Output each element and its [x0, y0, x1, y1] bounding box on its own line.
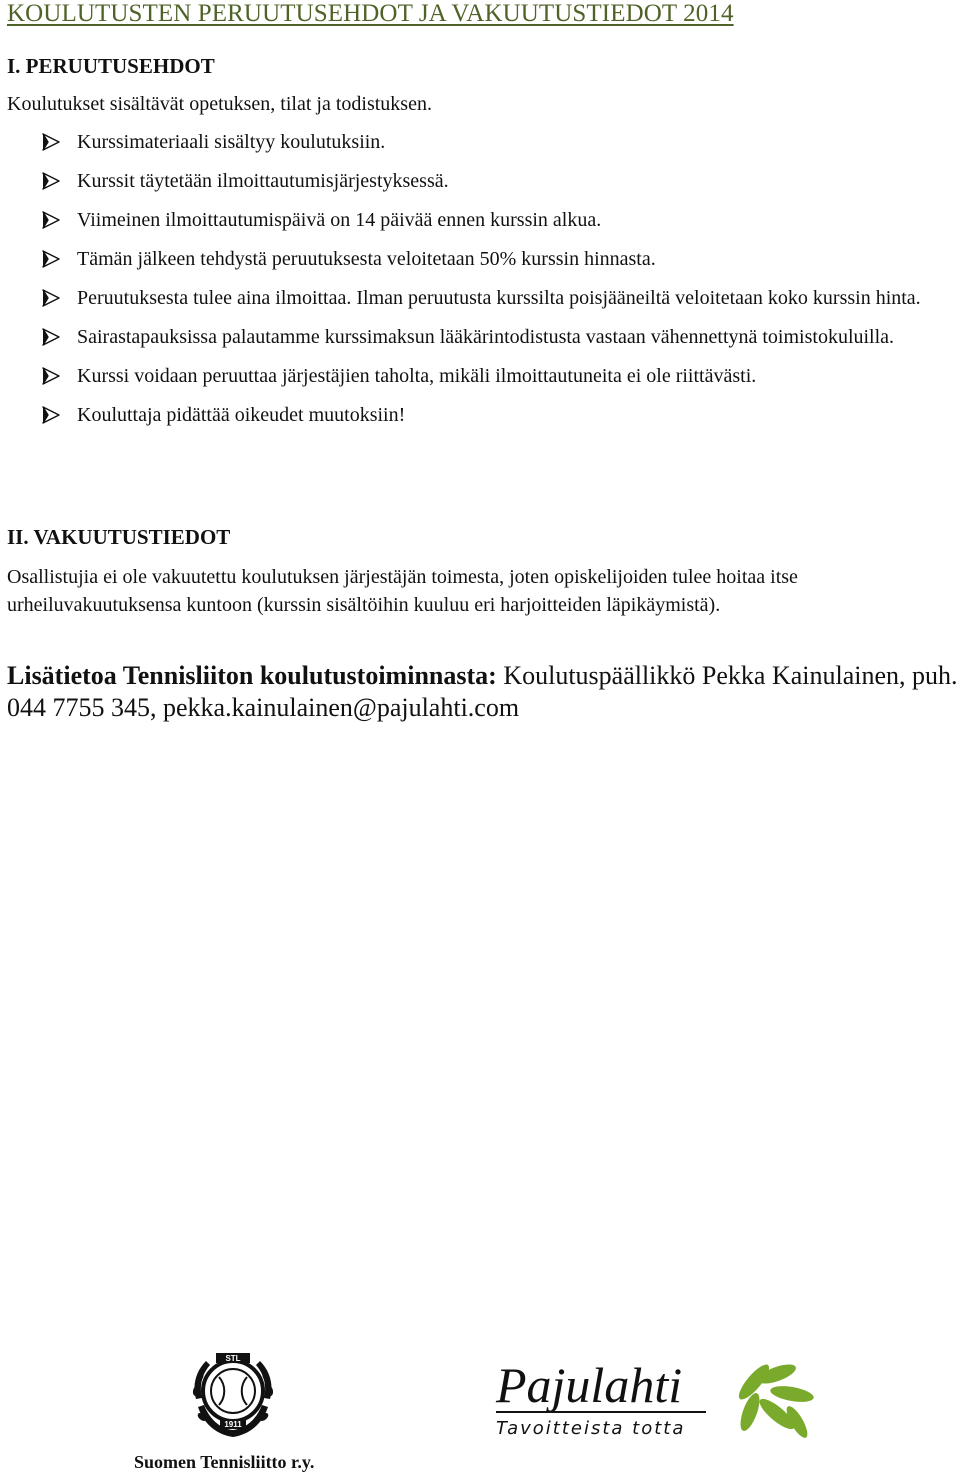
- section-intro: Koulutukset sisältävät opetuksen, tilat ja todistuksen.: [7, 93, 432, 115]
- arrowhead-bullet-icon: [41, 249, 61, 269]
- organization-name: Suomen Tennisliitto r.y.: [134, 1452, 315, 1472]
- list-item: [0, 245, 947, 273]
- arrowhead-bullet-icon: [41, 171, 61, 191]
- list-item: [0, 284, 947, 312]
- list-item: [0, 167, 947, 195]
- list-item-text: Kurssit täytetään ilmoittautumisjärjestyksessä.: [77, 170, 449, 192]
- contact-lead: Lisätietoa Tennisliiton koulutustoiminnasta:: [7, 661, 497, 690]
- svg-text:Pajulahti: Pajulahti: [496, 1357, 683, 1413]
- insurance-text: Osallistujia ei ole vakuutettu koulutuksen järjestäjän toimesta, joten opiskelijoiden tulee hoitaa itse urheiluvakuutuksensa kuntoon (kurssin sisältöihin kuuluu eri harjoitteiden läpikäymistä).: [7, 566, 798, 616]
- list-item-text: Kurssimateriaali sisältyy koulutuksiin.: [77, 131, 386, 153]
- cancellation-terms-list: [0, 128, 960, 429]
- list-item-text: Tämän jälkeen tehdystä peruutuksesta veloitetaan 50% kurssin hinnasta.: [77, 248, 656, 270]
- svg-text:Tavoitteista totta: Tavoitteista totta: [496, 1418, 686, 1439]
- arrowhead-bullet-icon: [41, 327, 61, 347]
- svg-text:1911: 1911: [224, 1420, 242, 1429]
- list-item-text: Sairastapauksissa palautamme kurssimaksun lääkärintodistusta vastaan vähennettynä toimistokuluilla.: [77, 326, 895, 348]
- list-item-text: Viimeinen ilmoittautumispäivä on 14 päivää ennen kurssin alkua.: [77, 209, 602, 231]
- contact-info: [7, 660, 960, 724]
- contact-details: Koulutuspäällikkö Pekka Kainulainen, puh. 044 7755 345, pekka.kainulainen@pajulahti.com: [7, 661, 958, 722]
- list-item: [0, 401, 947, 429]
- pajulahti-logo: [492, 1352, 822, 1442]
- svg-text:STL: STL: [225, 1354, 241, 1363]
- list-item-text: Kouluttaja pidättää oikeudet muutoksiin!: [77, 404, 406, 426]
- list-item-text: Peruutuksesta tulee aina ilmoittaa. Ilman peruutusta kurssilta poisjääneiltä veloitetaan koko kurssin hinta.: [77, 287, 921, 309]
- arrowhead-bullet-icon: [41, 132, 61, 152]
- list-item: [0, 323, 947, 351]
- list-item: [0, 206, 947, 234]
- list-item: [0, 128, 947, 156]
- list-item-text: Kurssi voidaan peruuttaa järjestäjien taholta, mikäli ilmoittautuneita ei ole riittävästi.: [77, 365, 757, 387]
- arrowhead-bullet-icon: [41, 366, 61, 386]
- arrowhead-bullet-icon: [41, 210, 61, 230]
- arrowhead-bullet-icon: [41, 405, 61, 425]
- tennis-federation-logo: [188, 1347, 278, 1443]
- section-heading-vakuutustiedot: II. VAKUUTUSTIEDOT: [7, 525, 231, 549]
- arrowhead-bullet-icon: [41, 288, 61, 308]
- document-title: KOULUTUSTEN PERUUTUSEHDOT JA VAKUUTUSTIEDOT 2014: [7, 0, 734, 27]
- section-heading-peruutusehdot: I. PERUUTUSEHDOT: [7, 54, 215, 78]
- list-item: [0, 362, 947, 390]
